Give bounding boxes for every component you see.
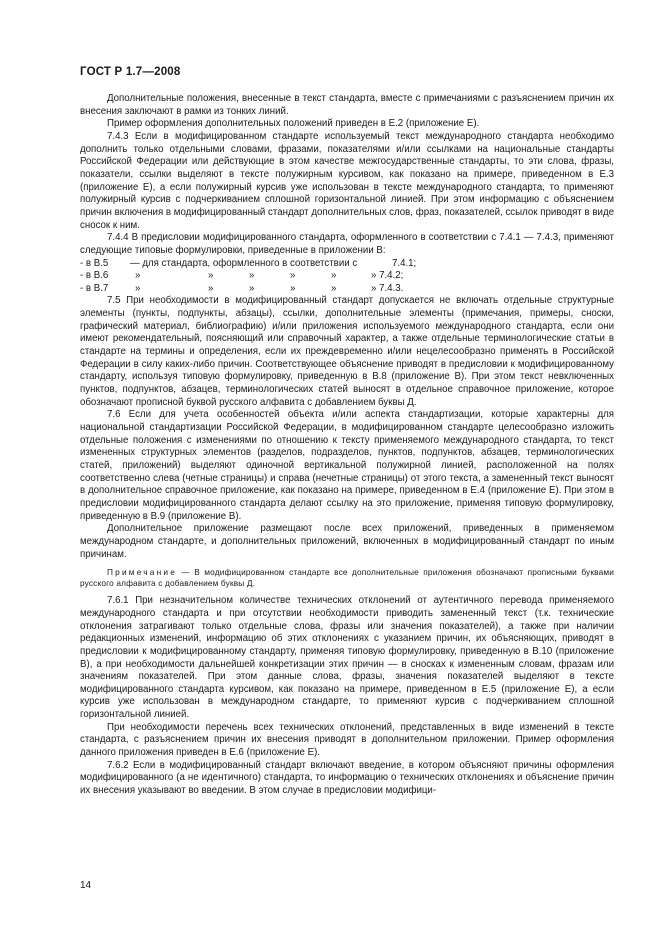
note xyxy=(80,567,614,589)
paragraph: 7.6.1 При незначительном количестве технических отклонений от аутентичного перевода применяемого международного стандарта и при отсутствии необходимости приводить замененный текст (т.к. технические отклонения затрагивают только отдельные слова, фразы или значения показателей), а также при наличии редакционных изменений, информацию об этих отклонениях с указанием причин, их объясняющих, приводят в предисловии к модифицированному стандарту, применяя типовую формулировку, приведенную в В.10 (приложение В), а при необходимости дальнейшей конкретизации этих причин — в сносках к измененным словам, фразам или значениям показателей. При этом данные слова, фразы, значения показателей выделяют в тексте модифицированного стандарта курсивом, как показано на примере, приведенном в Е.5 (приложение Е), а если курсив уже использован в международном стандарте, то применяют курсив с подчеркиванием сплошной горизонтальной линией. xyxy=(80,595,614,721)
note-label: Примечание xyxy=(107,567,178,578)
paragraph: Пример оформления дополнительных положений приведен в Е.2 (приложение Е). xyxy=(107,118,480,130)
list-item-ref: - в В.5 xyxy=(80,257,109,269)
page-number: 14 xyxy=(80,880,92,891)
ditto-mark: » xyxy=(135,282,141,294)
paragraph: Дополнительное приложение размещают после всех приложений, приведенных в применяемом международном стандарте, и дополнительных приложений, включенных в модифицированный стандарт по иным причинам. xyxy=(80,523,614,560)
paragraph: 7.6.2 Если в модифицированный стандарт включают введение, в котором объясняют причины оформления модифицированного (а не идентичного) стандарта, то информацию о технических отклонениях и объяснение причин их внесения указывают во введении. В этом случае в предисловии модифици- xyxy=(80,759,614,797)
ditto-mark: » xyxy=(290,282,296,294)
list-item xyxy=(80,270,614,283)
formulation-list xyxy=(80,258,614,296)
document-header: ГОСТ Р 1.7—2008 xyxy=(80,66,181,78)
ditto-mark: » xyxy=(290,270,296,282)
ditto-mark: » xyxy=(208,282,214,294)
paragraph: 7.6 Если для учета особенностей объекта и/или аспекта стандартизации, которые характерны для национальной стандартизации Российской Федерации, в модифицированном стандарте целесообразно изложить отдельные положения с изменениями по отношению к тексту применяемого международного стандарта, то текст измененных структурных элементов (разделов, подразделов, пунктов, подпунктов, абзацев, терминологических статей, приложений) выделяют одиночной вертикальной полужирной линией, расположенной на полях соответственно слева (четные страницы) и справа (нечетные страницы) от этого текста, а замененный текст выносят в дополнительное справочное приложение, как показано на примере, приведенном в Е.4 (приложение Е). При этом в предисловии модифицированного стандарта делают ссылку на это приложение, применяя типовую формулировку, приведенную в В.9 (приложение В). xyxy=(80,409,614,522)
list-item-ref: - в В.7 xyxy=(80,282,109,294)
paragraph: Дополнительные положения, внесенные в текст стандарта, вместе с примечаниями с разъяснением причин их внесения заключают в рамки из тонких линий. xyxy=(80,93,614,117)
paragraph: 7.4.3 Если в модифицированном стандарте используемый текст международного стандарта необходимо дополнить только отдельными словами, фразами, показателями и/или ссылками на национальные стандарты Российской Федерации или действующие в этом качестве межгосударственные стандарты, то эти слова, фразы, показатели, ссылки выделяют в тексте полужирным курсивом, как показано на примере, приведенном в Е.3 (приложение Е), а если полужирный курсив уже использован в тексте международного стандарта, то применяют полужирный курсив с подчеркиванием сплошной горизонтальной линией. При этом информацию с объяснением причин включения в модифицированный стандарт дополнительных слов, фраз, показателей, ссылок приводят в виде сносок к ним. xyxy=(80,130,614,231)
list-item-text: — для стандарта, оформленного в соответствии с xyxy=(130,257,358,269)
list-item-clause: » 7.4.2; xyxy=(371,270,404,282)
list-item xyxy=(80,258,614,271)
ditto-mark: » xyxy=(249,270,255,282)
paragraph: 7.4.4 В предисловии модифицированного стандарта, оформленного в соответствии с 7.4.1 — 7.4.3, применяют следующие типовые формулировки, приведенные в приложении В: xyxy=(80,232,614,256)
ditto-mark: » xyxy=(208,270,214,282)
ditto-mark: » xyxy=(249,282,255,294)
list-item-clause: 7.4.1; xyxy=(392,257,417,269)
ditto-mark: » xyxy=(331,282,337,294)
ditto-mark: » xyxy=(135,270,141,282)
paragraph: При необходимости перечень всех технических отклонений, представленных в виде изменений в тексте стандарта, с разъяснением причин их внесения приводят в дополнительном приложении. Пример оформления данного приложения приведен в Е.6 (приложение Е). xyxy=(80,721,614,759)
list-item-ref: - в В.6 xyxy=(80,270,109,282)
ditto-mark: » xyxy=(331,270,337,282)
note-text: — В модифицированном стандарте все дополнительные приложения обозначают прописными буквами русского алфавита с добавлением буквы Д. xyxy=(80,567,614,589)
paragraph: 7.5 При необходимости в модифицированный стандарт допускается не включать отдельные структурные элементы (пункты, подпункты, абзацы), ссылки, дополнительные элементы (примечания, примеры, сноски, графический материал, библиографию) и/или приложения используемого международного стандарта, если они имеют рекомендательный, поясняющий или справочный характер, а также отдельные терминологические статьи в стандарте на термины и определения, если их преждевременно и/или нецелесообразно применять в Российской Федерации в силу каких-либо причин. Соответствующее объяснение приводят в предисловии к модифицированному стандарту, используя типовую формулировку, приведенную в В.8 (приложение В). При этом текст невключенных пунктов, подпунктов, абзацев, терминологических статей выносят в отдельное справочное приложение, которое обозначают прописной буквой русского алфавита с добавлением буквы Д. xyxy=(80,295,614,408)
document-body xyxy=(80,93,614,798)
list-item-clause: » 7.4.3. xyxy=(371,282,404,294)
list-item xyxy=(80,283,614,296)
